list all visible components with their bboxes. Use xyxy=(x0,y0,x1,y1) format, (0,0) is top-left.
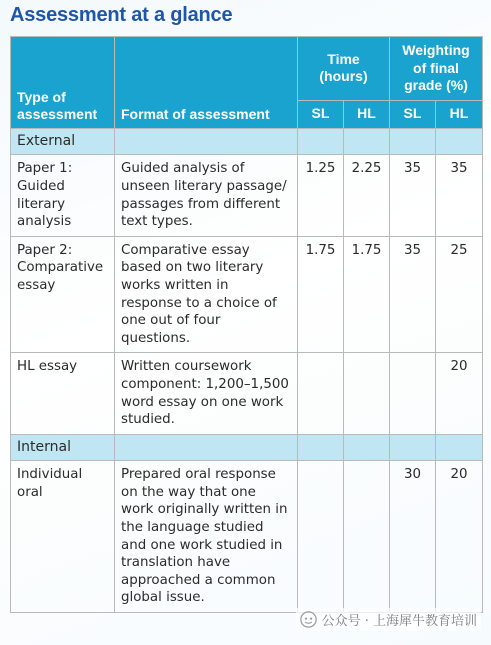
table-row xyxy=(11,353,483,434)
cell-format: Guided analysis of unseen literary passage/ passages from different text types. xyxy=(115,155,298,236)
cell-format: Prepared oral response on the way that one work originally written in the language studied and one work studied in translation have approached a common global issue. xyxy=(115,461,298,613)
section-row-internal xyxy=(11,434,483,461)
cell-time-hl: 1.75 xyxy=(344,236,390,353)
assessment-table xyxy=(10,36,483,613)
table-row xyxy=(11,155,483,236)
cell-weight-hl: 35 xyxy=(436,155,483,236)
header-weight-hl: HL xyxy=(436,100,483,128)
watermark xyxy=(296,608,481,631)
cell-weight-hl: 20 xyxy=(436,461,483,613)
table-row xyxy=(11,461,483,613)
section-row-external xyxy=(11,128,483,155)
cell-weight-hl: 25 xyxy=(436,236,483,353)
cell-time-sl xyxy=(298,353,344,434)
table-row xyxy=(11,236,483,353)
cell-time-hl: 2.25 xyxy=(344,155,390,236)
cell-time-hl xyxy=(344,353,390,434)
header-type: Type of assessment xyxy=(11,37,115,129)
cell-time-sl: 1.25 xyxy=(298,155,344,236)
section-label: Internal xyxy=(11,434,115,461)
header-weighting: Weighting of final grade (%) xyxy=(390,37,483,101)
cell-time-sl xyxy=(298,461,344,613)
header-time-hl: HL xyxy=(344,100,390,128)
header-time-sl: SL xyxy=(298,100,344,128)
cell-format: Comparative essay based on two literary works written in response to a choice of one out of four questions. xyxy=(115,236,298,353)
wechat-icon xyxy=(300,611,317,628)
header-time: Time (hours) xyxy=(298,37,390,101)
cell-weight-sl: 35 xyxy=(390,236,436,353)
page-title: Assessment at a glance xyxy=(10,4,233,26)
cell-weight-hl: 20 xyxy=(436,353,483,434)
cell-type: Paper 2: Comparative essay xyxy=(11,236,115,353)
cell-time-sl: 1.75 xyxy=(298,236,344,353)
cell-weight-sl: 30 xyxy=(390,461,436,613)
cell-type: Individual oral xyxy=(11,461,115,613)
cell-format: Written coursework component: 1,200–1,500 word essay on one work studied. xyxy=(115,353,298,434)
section-label: External xyxy=(11,128,115,155)
cell-type: Paper 1: Guided literary analysis xyxy=(11,155,115,236)
header-format: Format of assessment xyxy=(115,37,298,129)
header-weight-sl: SL xyxy=(390,100,436,128)
cell-weight-sl: 35 xyxy=(390,155,436,236)
cell-type: HL essay xyxy=(11,353,115,434)
cell-time-hl xyxy=(344,461,390,613)
cell-weight-sl xyxy=(390,353,436,434)
watermark-text: 公众号 · 上海犀牛教育培训 xyxy=(321,614,477,629)
